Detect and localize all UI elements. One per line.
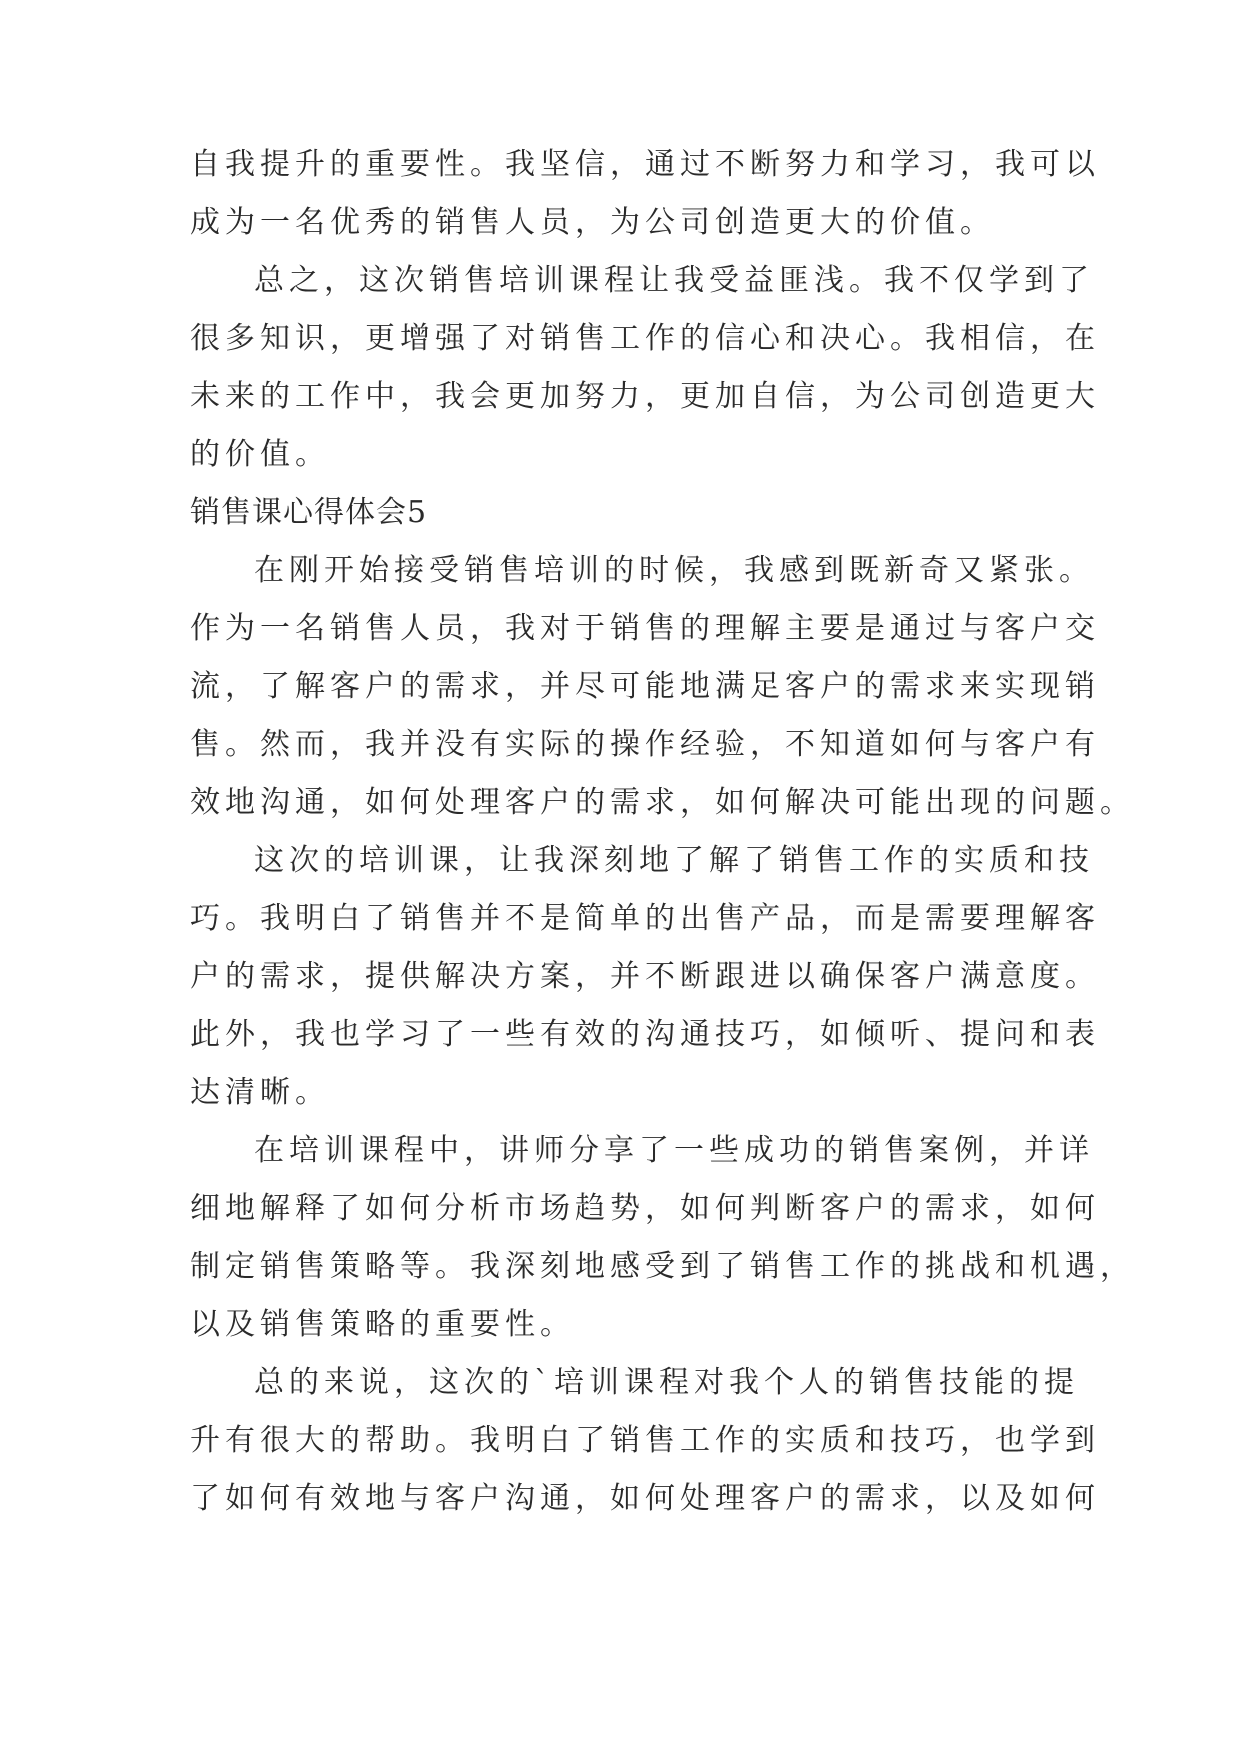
paragraph-start-line: 总的来说，这次的`培训课程对我个人的销售技能的提	[254, 1365, 1079, 1400]
text-line: 户的需求，提供解决方案，并不断跟进以确保客户满意度。	[190, 959, 1100, 994]
text-line: 售。然而，我并没有实际的操作经验，不知道如何与客户有	[190, 727, 1100, 762]
text-line: 效地沟通，如何处理客户的需求，如何解决可能出现的问题。	[190, 785, 1135, 820]
paragraph-start-line: 这次的培训课，让我深刻地了解了销售工作的实质和技	[254, 843, 1094, 878]
text-line: 此外，我也学习了一些有效的沟通技巧，如倾听、提问和表	[190, 1017, 1100, 1052]
section-heading: 销售课心得体会5	[190, 495, 428, 530]
text-line: 达清晰。	[190, 1075, 330, 1110]
text-line: 以及销售策略的重要性。	[190, 1307, 575, 1342]
text-line: 自我提升的重要性。我坚信，通过不断努力和学习，我可以	[190, 147, 1100, 182]
text-line: 很多知识，更增强了对销售工作的信心和决心。我相信，在	[190, 321, 1100, 356]
text-line: 的价值。	[190, 437, 330, 472]
text-line: 流，了解客户的需求，并尽可能地满足客户的需求来实现销	[190, 669, 1100, 704]
text-line: 成为一名优秀的销售人员，为公司创造更大的价值。	[190, 205, 995, 240]
text-line: 巧。我明白了销售并不是简单的出售产品，而是需要理解客	[190, 901, 1100, 936]
paragraph-start-line: 在培训课程中，讲师分享了一些成功的销售案例，并详	[254, 1133, 1094, 1168]
text-line: 升有很大的帮助。我明白了销售工作的实质和技巧，也学到	[190, 1423, 1100, 1458]
text-line: 作为一名销售人员，我对于销售的理解主要是通过与客户交	[190, 611, 1100, 646]
text-line: 细地解释了如何分析市场趋势，如何判断客户的需求，如何	[190, 1191, 1100, 1226]
text-line: 未来的工作中，我会更加努力，更加自信，为公司创造更大	[190, 379, 1100, 414]
text-line: 制定销售策略等。我深刻地感受到了销售工作的挑战和机遇，	[190, 1249, 1135, 1284]
text-line: 了如何有效地与客户沟通，如何处理客户的需求，以及如何	[190, 1481, 1100, 1516]
paragraph-start-line: 在刚开始接受销售培训的时候，我感到既新奇又紧张。	[254, 553, 1094, 588]
paragraph-start-line: 总之，这次销售培训课程让我受益匪浅。我不仅学到了	[254, 263, 1094, 298]
